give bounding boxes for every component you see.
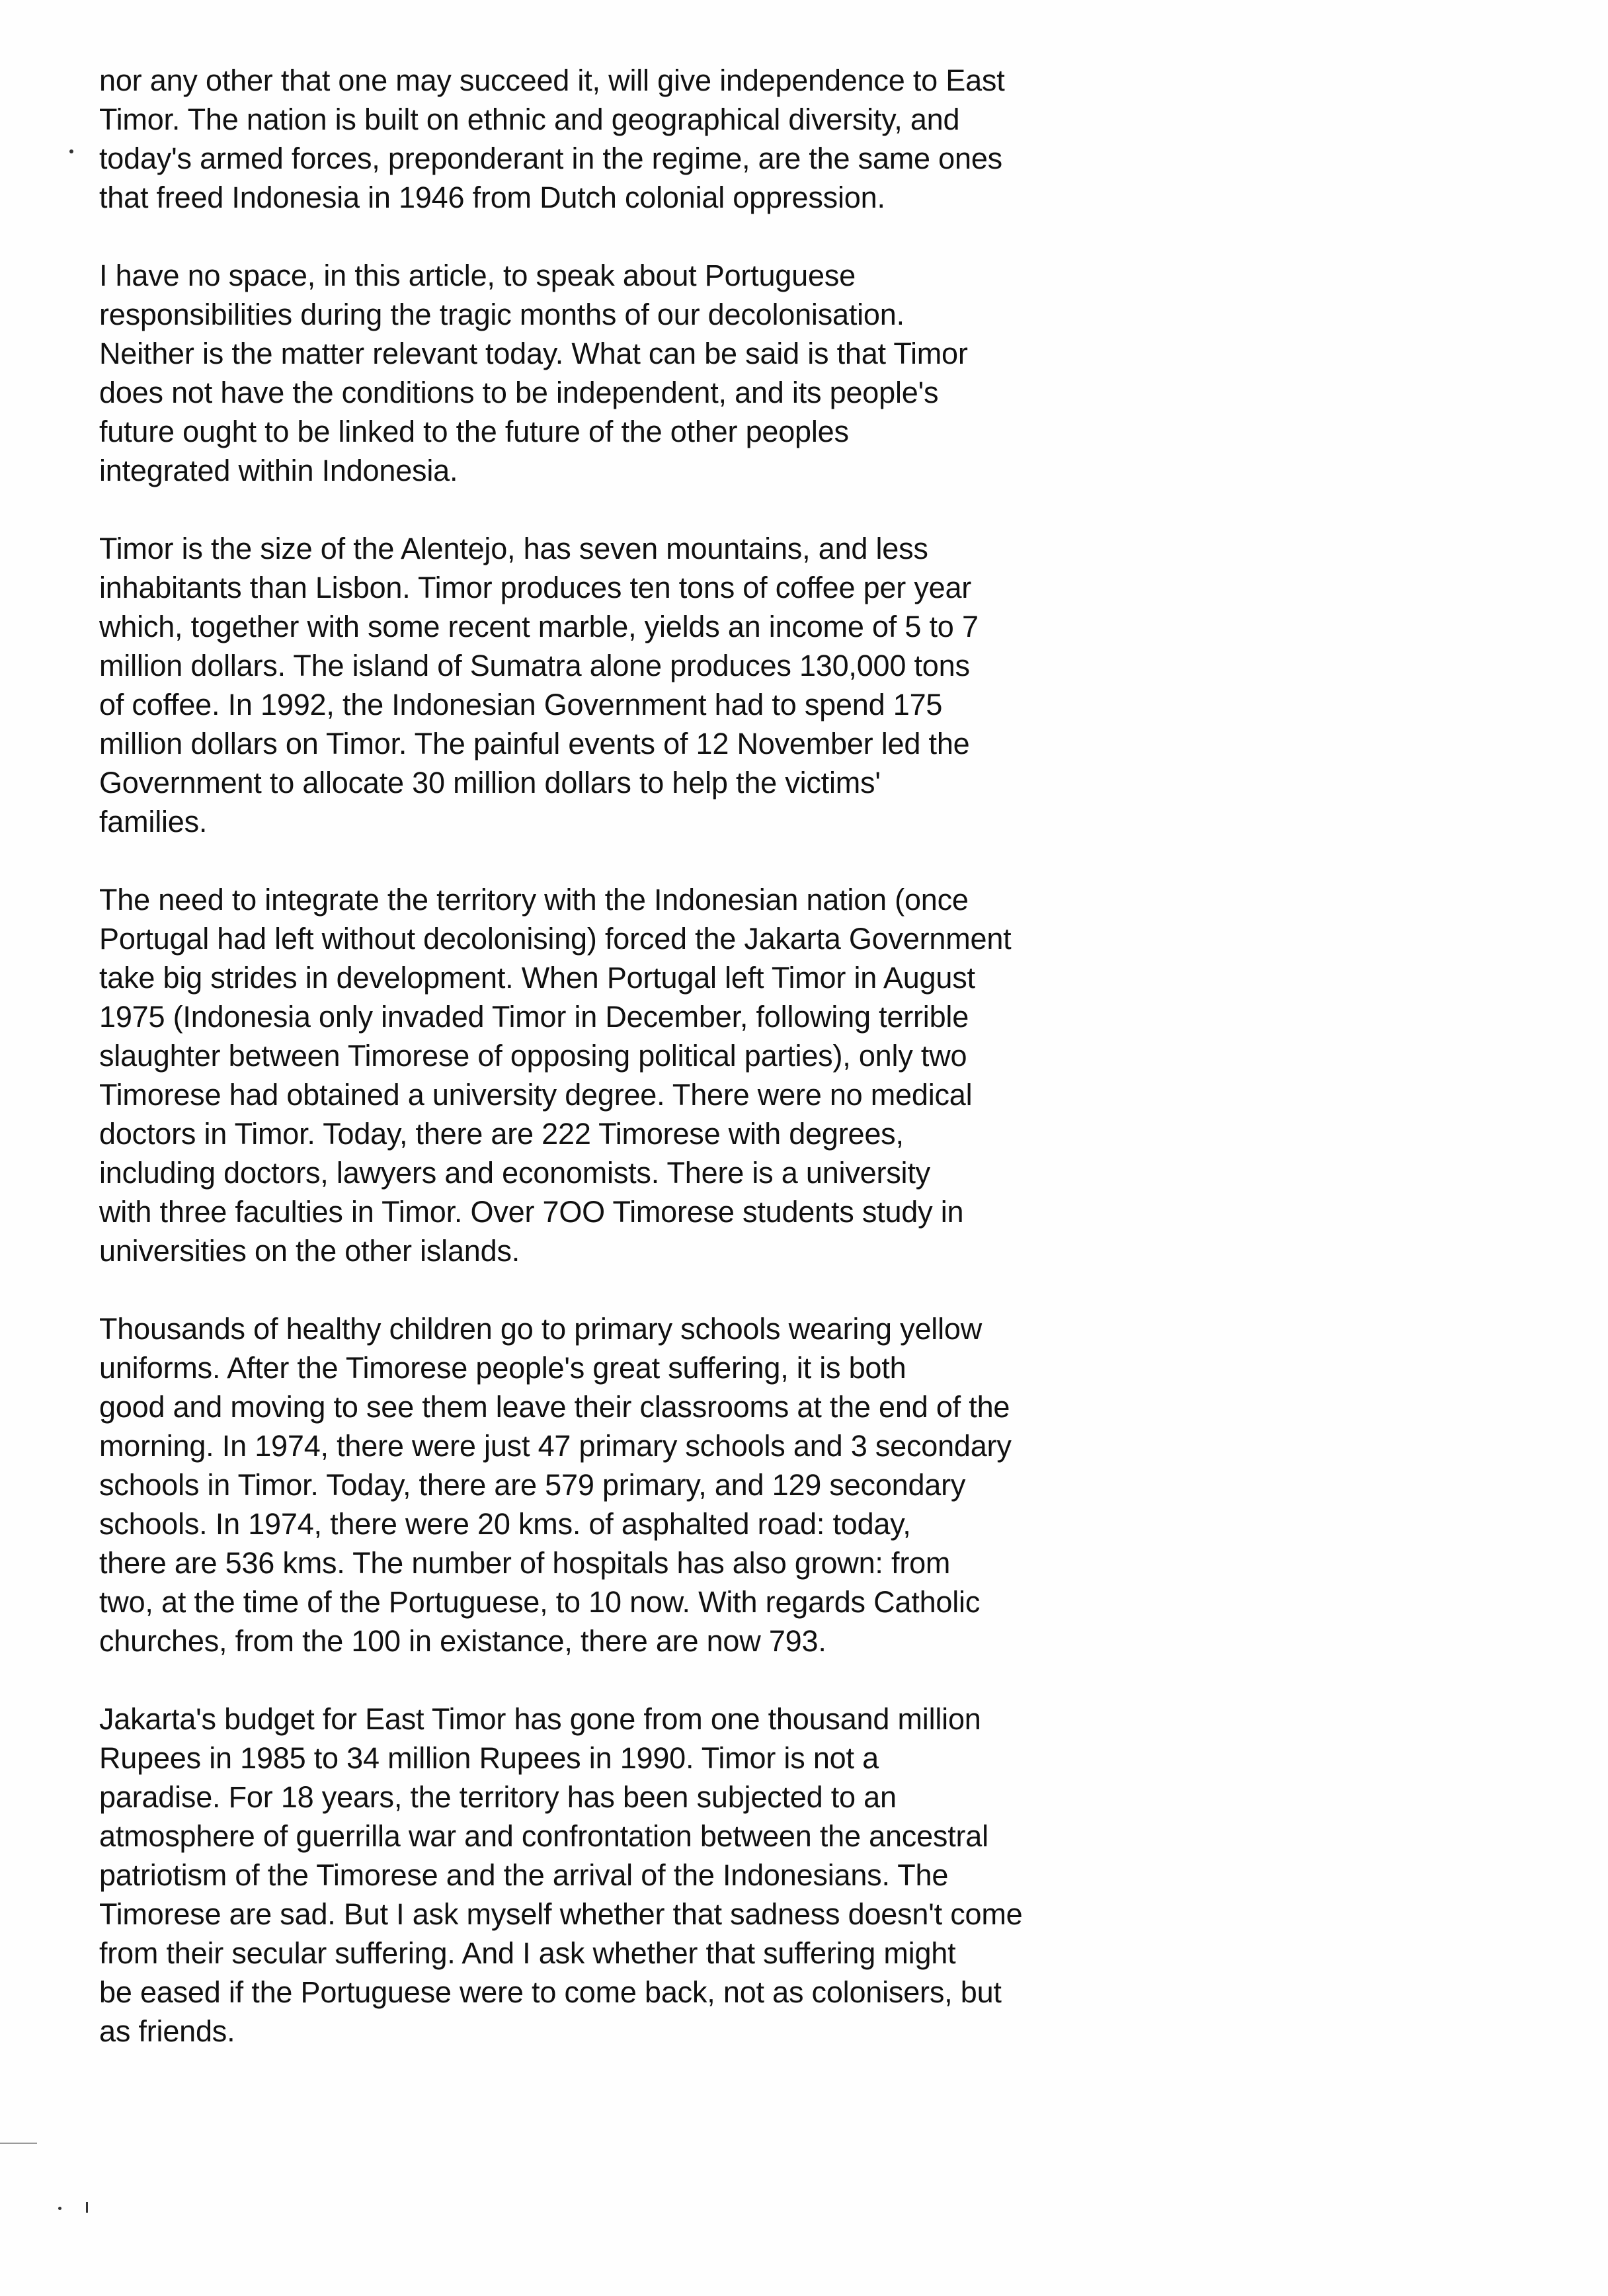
paragraph: [99, 256, 1197, 490]
text-line: that freed Indonesia in 1946 from Dutch colonial oppression.: [99, 181, 885, 214]
text-line: I have no space, in this article, to speak about Portuguese: [99, 259, 856, 292]
text-line: Timorese are sad. But I ask myself whether that sadness doesn't come: [99, 1897, 1023, 1931]
text-line: take big strides in development. When Portugal left Timor in August: [99, 961, 975, 995]
text-line: Timorese had obtained a university degree. There were no medical: [99, 1078, 973, 1112]
paragraph: [99, 1309, 1197, 1660]
article-body: [99, 61, 1197, 2090]
text-line: million dollars. The island of Sumatra alone produces 130,000 tons: [99, 649, 970, 682]
text-line: The need to integrate the territory with the Indonesian nation (once: [99, 883, 969, 917]
text-line: uniforms. After the Timorese people's great suffering, it is both: [99, 1351, 906, 1385]
text-line: patriotism of the Timorese and the arrival of the Indonesians. The: [99, 1858, 949, 1892]
paragraph: [99, 61, 1197, 217]
text-line: today's armed forces, preponderant in the regime, are the same ones: [99, 142, 1002, 175]
scan-artifact-mark: [86, 2202, 88, 2213]
text-line: churches, from the 100 in existance, there are now 793.: [99, 1624, 826, 1658]
text-line: as friends.: [99, 2014, 235, 2048]
text-line: million dollars on Timor. The painful events of 12 November led the: [99, 727, 970, 760]
paragraph: [99, 880, 1197, 1270]
paragraph: [99, 1700, 1197, 2051]
text-line: including doctors, lawyers and economists. There is a university: [99, 1156, 930, 1190]
text-line: responsibilities during the tragic months of our decolonisation.: [99, 298, 904, 331]
text-line: schools in Timor. Today, there are 579 primary, and 129 secondary: [99, 1468, 966, 1502]
text-line: Neither is the matter relevant today. What can be said is that Timor: [99, 337, 968, 370]
text-line: of coffee. In 1992, the Indonesian Government had to spend 175: [99, 688, 943, 721]
text-line: Government to allocate 30 million dollars to help the victims': [99, 766, 881, 800]
text-line: nor any other that one may succeed it, will give independence to East: [99, 63, 1005, 97]
paragraph: [99, 529, 1197, 841]
text-line: 1975 (Indonesia only invaded Timor in December, following terrible: [99, 1000, 969, 1034]
text-line: with three faculties in Timor. Over 7OO Timorese students study in: [99, 1195, 964, 1229]
text-line: integrated within Indonesia.: [99, 454, 458, 487]
text-line: Timor is the size of the Alentejo, has seven mountains, and less: [99, 532, 928, 565]
text-line: which, together with some recent marble, yields an income of 5 to 7: [99, 610, 979, 643]
text-line: universities on the other islands.: [99, 1234, 520, 1268]
text-line: paradise. For 18 years, the territory has been subjected to an: [99, 1780, 897, 1814]
text-line: from their secular suffering. And I ask whether that suffering might: [99, 1936, 956, 1970]
text-line: morning. In 1974, there were just 47 primary schools and 3 secondary: [99, 1429, 1012, 1463]
text-line: future ought to be linked to the future of the other peoples: [99, 415, 849, 448]
text-line: families.: [99, 805, 208, 839]
text-line: inhabitants than Lisbon. Timor produces ten tons of coffee per year: [99, 571, 972, 604]
scan-artifact-line: [0, 2143, 37, 2144]
text-line: be eased if the Portuguese were to come back, not as colonisers, but: [99, 1975, 1002, 2009]
text-line: Thousands of healthy children go to primary schools wearing yellow: [99, 1312, 982, 1346]
text-line: atmosphere of guerrilla war and confrontation between the ancestral: [99, 1819, 988, 1853]
text-line: good and moving to see them leave their classrooms at the end of the: [99, 1390, 1010, 1424]
text-line: Rupees in 1985 to 34 million Rupees in 1990. Timor is not a: [99, 1741, 879, 1775]
text-line: there are 536 kms. The number of hospitals has also grown: from: [99, 1546, 951, 1580]
text-line: two, at the time of the Portuguese, to 10 now. With regards Catholic: [99, 1585, 981, 1619]
text-line: does not have the conditions to be independent, and its people's: [99, 376, 939, 409]
text-line: slaughter between Timorese of opposing political parties), only two: [99, 1039, 967, 1073]
text-line: doctors in Timor. Today, there are 222 Timorese with degrees,: [99, 1117, 904, 1151]
scan-speck: [69, 149, 73, 153]
text-line: schools. In 1974, there were 20 kms. of asphalted road: today,: [99, 1507, 911, 1541]
scan-speck: [58, 2207, 61, 2210]
text-line: Portugal had left without decolonising) forced the Jakarta Government: [99, 922, 1012, 956]
text-line: Jakarta's budget for East Timor has gone from one thousand million: [99, 1702, 981, 1736]
text-line: Timor. The nation is built on ethnic and geographical diversity, and: [99, 102, 960, 136]
